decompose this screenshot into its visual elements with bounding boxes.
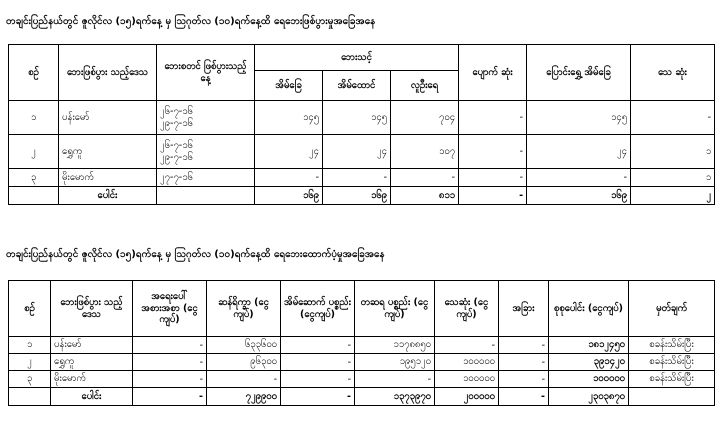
relief-support-table (8, 280, 715, 406)
cell-rice: ၉၆၃၀၀ (207, 354, 281, 371)
cell-households: ၁၄၅ (255, 101, 323, 135)
table-row (9, 371, 715, 388)
col-start-date: ဘေးစတင် ဖြစ်ပွားသည့်နေ့ (157, 45, 255, 101)
col-grand-total: စုစုပေါင်း (ငွေကျပ်) (549, 281, 629, 337)
cell-food: - (133, 371, 207, 388)
cell-families: - (323, 169, 391, 187)
table2-title: တချင်းပြည်နယ်တွင် ဇူလိုင်လ (၁၅)ရက်နေ့ မှ ဩဂုတ်လ (၁၀)ရက်နေ့ထိ ရေဘေးထောက်ပံ့မှုအခြေအနေ (6, 249, 385, 260)
cell-housing: - (281, 354, 355, 371)
cell-date: ၂၇-၇-၁၆ (157, 169, 255, 187)
total-death: ၂၀၀၀၀၀ (435, 388, 499, 406)
table-row (9, 135, 715, 169)
cell-households: - (255, 169, 323, 187)
date-end: ၂၉-၇-၁၆ (160, 117, 193, 129)
total-remark (629, 388, 715, 406)
cell-total: ၁၈၁၂၄၅၀ (549, 337, 629, 354)
total-row (9, 388, 715, 406)
cell-township: မိုးမောက် (59, 169, 157, 187)
cell-no (9, 388, 51, 406)
cell-deaths: ၁ (631, 169, 715, 187)
total-relocated: ၁၆၉ (527, 187, 631, 205)
col-other: အခြား (499, 281, 549, 337)
col-death-support: သေဆုံး (ငွေကျပ်) (435, 281, 499, 337)
total-label: ပေါင်း (59, 187, 157, 205)
cell-no: ၁ (9, 101, 59, 135)
total-missing: - (459, 187, 527, 205)
col-housing-materials: အိမ်ဆောက် ပစ္စည်း (ငွေကျပ်) (281, 281, 355, 337)
table-row (9, 337, 715, 354)
col-households: အိမ်ခြေ (255, 71, 323, 101)
col-missing: ပျောက် ဆုံး (459, 45, 527, 101)
total-rice: ၇၂၉၉၀၀ (207, 388, 281, 406)
col-people: လူဦးရေ (391, 71, 459, 101)
cell-death: ၁၀၀၀၀၀ (435, 354, 499, 371)
total-families: ၁၆၉ (323, 187, 391, 205)
cell-township: ရွှေကူ (51, 354, 133, 371)
cell-total: ၃၉၁၄၂၀ (549, 354, 629, 371)
cell-people: - (391, 169, 459, 187)
total-housing: - (281, 388, 355, 406)
cell-other: - (499, 354, 549, 371)
cell-relocated: - (527, 169, 631, 187)
cell-date (157, 135, 255, 169)
total-grand: ၂၃၀၃၈၇၀ (549, 388, 629, 406)
cell-food: - (133, 337, 207, 354)
cell-people: ၁၀၇ (391, 135, 459, 169)
date-start: ၂၆-၇-၁၆ (160, 105, 193, 117)
cell-deaths: - (631, 101, 715, 135)
cell-remark: စခန်းသိမ်းပြီး (629, 354, 715, 371)
cell-household: ၁၁၇၈၈၅၀ (355, 337, 435, 354)
cell-no: ၁ (9, 337, 51, 354)
cell-rice: ၆၃၃၆၀၀ (207, 337, 281, 354)
cell-township: ပန်းမော် (51, 337, 133, 354)
cell-housing: - (281, 337, 355, 354)
cell-missing: - (459, 169, 527, 187)
flood-incident-table (8, 44, 715, 205)
col-no: စဉ် (9, 45, 59, 101)
cell-food: - (133, 354, 207, 371)
cell-no: ၃ (9, 169, 59, 187)
col-relocated: ပြောင်းရွှေ့ အိမ်ခြေ (527, 45, 631, 101)
col-families: အိမ်ထောင် (323, 71, 391, 101)
cell-no: ၃ (9, 371, 51, 388)
total-deaths: ၂ (631, 187, 715, 205)
cell-remark: စခန်းသိမ်းပြီး (629, 371, 715, 388)
cell-families: ၂၄ (323, 135, 391, 169)
cell-date (157, 101, 255, 135)
total-label: ပေါင်း (51, 388, 133, 406)
cell-township: ပန်းမော် (59, 101, 157, 135)
cell-no: ၂ (9, 354, 51, 371)
cell-relocated: ၁၄၅ (527, 101, 631, 135)
total-other: - (499, 388, 549, 406)
cell-household: ၁၉၅၁၂၀ (355, 354, 435, 371)
table-row (9, 169, 715, 187)
date-end: ၂၉-၇-၁၆ (160, 151, 193, 163)
cell-township: မိုးမောက် (51, 371, 133, 388)
total-households: ၁၆၉ (255, 187, 323, 205)
cell-families: ၁၄၅ (323, 101, 391, 135)
col-affected-group: ဘေးသင့် (255, 45, 459, 71)
cell-total: ၁၀၀၀၀၀ (549, 371, 629, 388)
col-rice: ဆန်ရိက္ခာ (ငွေကျပ်) (207, 281, 281, 337)
cell-other: - (499, 371, 549, 388)
col-township: ဘေးဖြစ်ပွား သည့်ဒေသ (51, 281, 133, 337)
cell-relocated: ၂၄ (527, 135, 631, 169)
cell-remark: စခန်းသိမ်းပြီး (629, 337, 715, 354)
table1-title: တချင်းပြည်နယ်တွင် ဇူလိုင်လ (၁၅)ရက်နေ့ မှ ဩဂုတ်လ (၁၀)ရက်နေ့ထိ ရေဘေးဖြစ်ပွားမှုအခြေအနေ (6, 16, 376, 27)
cell-housing: - (281, 371, 355, 388)
cell-households: ၂၄ (255, 135, 323, 169)
table-row (9, 101, 715, 135)
cell-date (157, 187, 255, 205)
cell-people: ၇၀၄ (391, 101, 459, 135)
col-deaths: သေ ဆုံး (631, 45, 715, 101)
date-start: ၂၆-၇-၁၆ (160, 139, 193, 151)
cell-township: ရွှေကူ (59, 135, 157, 169)
col-township: ဘေးဖြစ်ပွား သည့်ဒေသ (59, 45, 157, 101)
col-remark: မှတ်ချက် (629, 281, 715, 337)
total-people: ၈၁၁ (391, 187, 459, 205)
cell-death: - (435, 337, 499, 354)
cell-missing: - (459, 101, 527, 135)
cell-missing: - (459, 135, 527, 169)
col-no: စဉ် (9, 281, 51, 337)
total-household: ၁၃၇၃၉၇၀ (355, 388, 435, 406)
cell-no (9, 187, 59, 205)
total-food: - (133, 388, 207, 406)
cell-household: - (355, 371, 435, 388)
cell-deaths: ၁ (631, 135, 715, 169)
cell-rice: - (207, 371, 281, 388)
total-row (9, 187, 715, 205)
col-emergency-food: အရေးပေါ် အစားအစာ (ငွေကျပ်) (133, 281, 207, 337)
cell-no: ၂ (9, 135, 59, 169)
col-household-items: တဆရ ပစ္စည်း (ငွေကျပ်) (355, 281, 435, 337)
table-row (9, 354, 715, 371)
cell-death: ၁၀၀၀၀၀ (435, 371, 499, 388)
cell-other: - (499, 337, 549, 354)
